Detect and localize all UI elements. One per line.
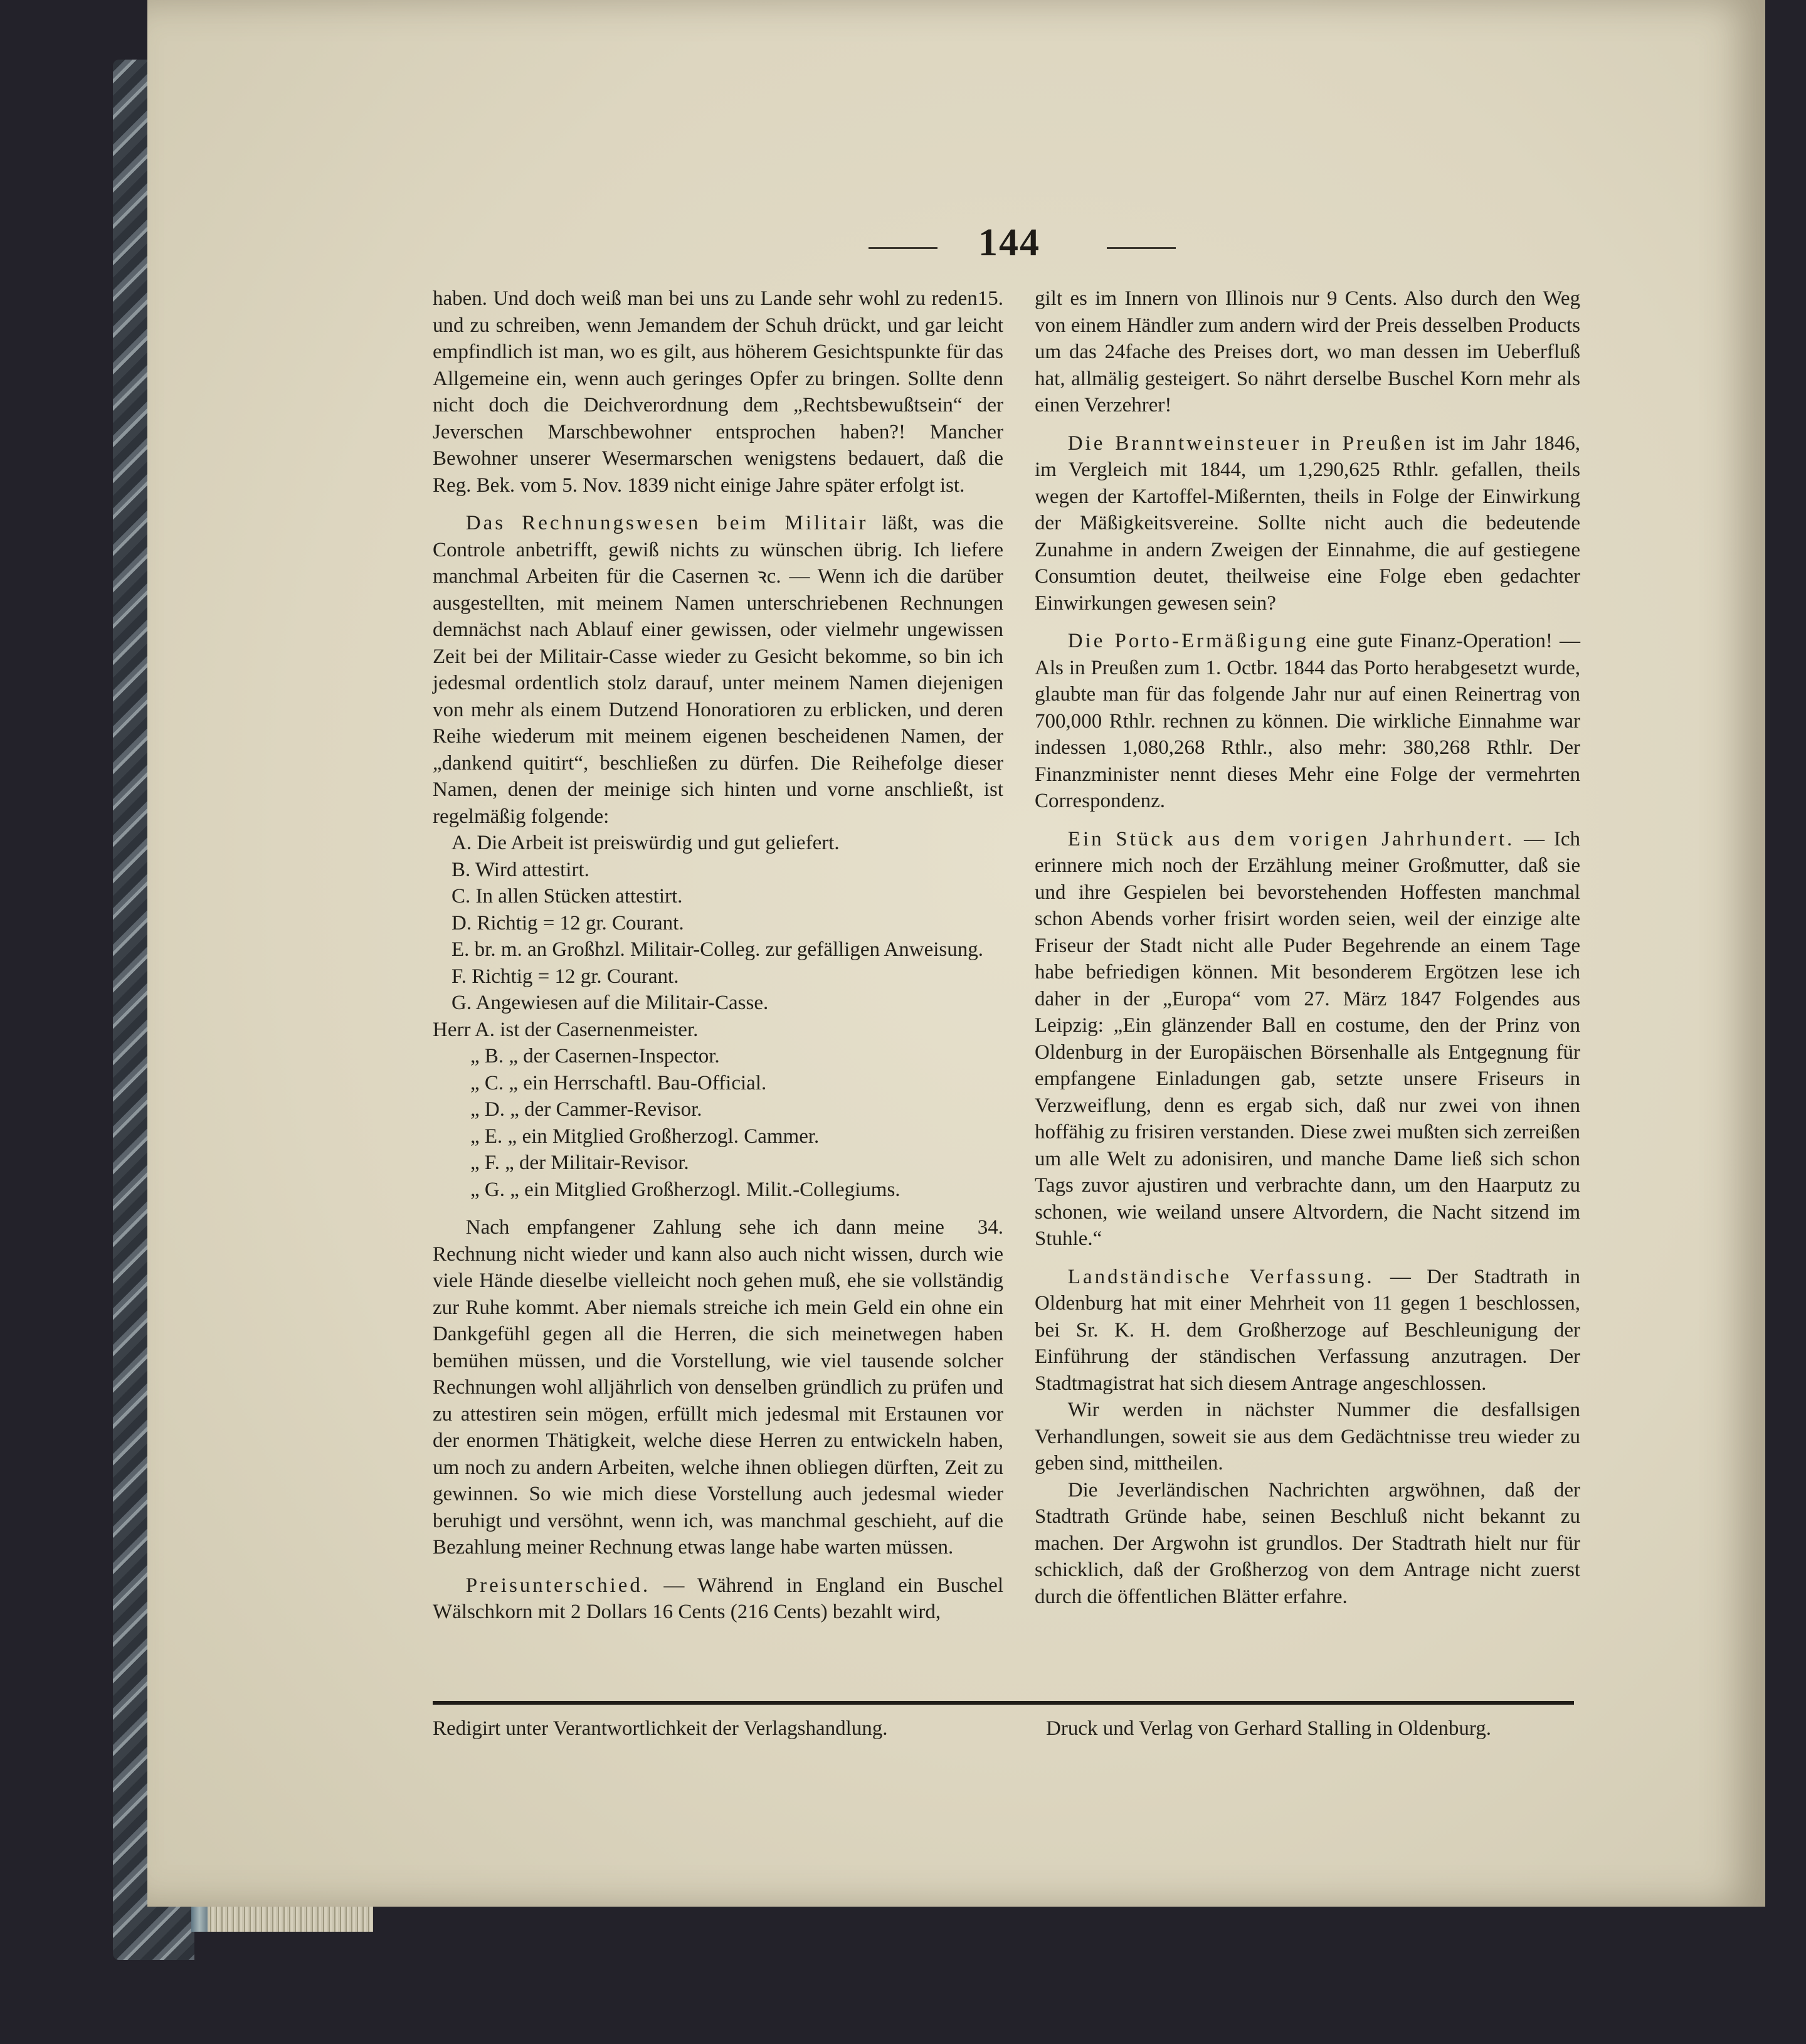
right-column	[1035, 285, 1580, 1610]
paragraph	[433, 510, 1003, 830]
paragraph	[1035, 1477, 1580, 1611]
paragraph	[433, 963, 1003, 990]
paragraph-text: Nach empfangener Zahlung sehe ich dann meine Rechnung nicht wieder und kann also auch nicht wissen, durch wie viele Hände dieselbe vielleicht noch gehen muß, ehe sie vollständig zur Ruhe kommt. Aber niemals streiche ich mein Geld ein ohne ein Dankgefühl gegen all die Herren, die sich meinetwegen haben bemühen müssen, und die Vorstellung, wie viel tausende solcher Rechnungen wohl alljährlich von denselben gründlich zu prüfen und zu attestiren sein mögen, erfüllt mich jedesmal mit Erstaunen vor der enormen Thätigkeit, welche diese Herren zu entwickeln haben, um noch zu andern Arbeiten, welche ihnen obliegen dürften, Zeit zu gewinnen. So wie mich diese Vorstellung auch jedesmal wieder beruhigt und versöhnt, wenn ich, was manchmal geschieht, auf die Bezahlung meiner Rechnung etwas lange habe warten müssen.	[433, 1216, 1003, 1559]
author-sign: 34.	[977, 1216, 1003, 1239]
paragraph	[1035, 1397, 1580, 1477]
author-sign: 15.	[977, 287, 1003, 310]
page-number: 144	[978, 221, 1040, 264]
page-number-rule-right	[1107, 247, 1176, 249]
paragraph	[1035, 285, 1580, 419]
paragraph	[433, 936, 1003, 963]
paragraph-text: A. Die Arbeit ist preiswürdig und gut geliefert.	[452, 832, 840, 854]
article-heading: Preisunterschied.	[465, 1574, 651, 1597]
paragraph	[433, 883, 1003, 910]
paragraph	[433, 1096, 1003, 1123]
paragraph	[1035, 628, 1580, 815]
paragraph	[433, 990, 1003, 1017]
paragraph	[433, 910, 1003, 937]
paragraph-text: — Während in England ein Buschel Wälschkorn mit 2 Dollars 16 Cents (216 Cents) bezahlt wird,	[433, 1574, 1003, 1623]
paragraph-text: haben. Und doch weiß man bei uns zu Lande sehr wohl zu reden und zu schreiben, wenn Jemandem der Schuh drückt, und gar leicht empfindlich ist man, wo es gilt, aus höherem Gesichtspunkte für das Allgemeine ein, wenn auch geringes Opfer zu bringen. Sollte denn nicht doch die Deichverordnung dem „Rechtsbewußtsein“ der Jeverschen Marschbewohner entsprochen haben?! Mancher Bewohner unserer Wesermarschen wenigstens bedauert, daß die Reg. Bek. vom 5. Nov. 1839 nicht einige Jahre später erfolgt ist.	[433, 287, 1003, 497]
paragraph	[433, 1123, 1003, 1150]
paragraph	[433, 1070, 1003, 1097]
article-heading: Die Porto-Ermäßigung	[1067, 630, 1309, 652]
page-number-rule-left	[869, 247, 937, 249]
paragraph-text: „ F. „ der Militair-Revisor.	[470, 1152, 689, 1174]
footer-printer-note: Druck und Verlag von Gerhard Stalling in Oldenburg.	[1046, 1717, 1491, 1740]
article-heading: Landständische Verfassung.	[1067, 1265, 1375, 1288]
paragraph-text: gilt es im Innern von Illinois nur 9 Cents. Also durch den Weg von einem Händler zum andern wird der Preis desselben Products um das 24fache des Preises dort, wo man dessen im Ueberfluß hat, allmälig gesteigert. So nährt derselbe Buschel Korn mehr als einen Verzehrer!	[1035, 287, 1580, 416]
paragraph-text: G. Angewiesen auf die Militair-Casse.	[452, 992, 769, 1014]
article-heading: Die Branntweinsteuer in Preußen	[1067, 432, 1428, 455]
paragraph-text: — Der Stadtrath in Oldenburg hat mit einer Mehrheit von 11 gegen 1 beschlossen, bei Sr. K. H. dem Großherzoge auf Beschleunigung der Einführung der ständischen Verfassung anzutragen. Der Stadtmagistrat hat sich diesem Antrage angeschlossen.	[1035, 1265, 1580, 1395]
paragraph	[433, 1017, 1003, 1044]
paragraph	[1035, 430, 1580, 617]
paragraph-text: „ E. „ ein Mitglied Großherzogl. Cammer.	[470, 1125, 820, 1148]
paragraph	[433, 1177, 1003, 1204]
paragraph-text: Herr A. ist der Casernenmeister.	[433, 1018, 699, 1041]
paragraph	[1035, 1264, 1580, 1397]
paragraph-text: läßt, was die Controle anbetrifft, gewiß nichts zu wünschen übrig. Ich liefere manchmal Arbeiten für die Casernen ꝛc. — Wenn ich die darüber ausgestellten, mit meinem Namen unterschriebenen Rechnungen demnächst nach Ablauf einer gewissen, oder vielmehr ungewissen Zeit bei der Militair-Casse wieder zu Gesicht bekomme, so bin ich jedesmal ordentlich stolz darauf, unter meinem Namen diejenigen von mehr als einem Dutzend Honoratioren zu erblicken, und deren Reihe wiederum mit meinem eigenen bescheidenen Namen, der „dankend quitirt“, beschließen zu dürfen. Die Reihefolge dieser Namen, denen der meinige sich hinten und vorne anschließt, ist regelmäßig folgende:	[433, 512, 1003, 828]
paragraph-text: „ B. „ der Casernen-Inspector.	[470, 1045, 720, 1067]
paragraph-text: ist im Jahr 1846, im Vergleich mit 1844, um 1,290,625 Rthlr. gefallen, theils wegen der Kartoffel-Mißernten, theils in Folge der Einwirkung der Mäßigkeitsvereine. Sollte nicht auch die bedeutende Zunahme in andern Zweigen der Einnahme, die auf gestiegene Consumtion deutet, theilweise eine Folge eben gedachter Einwirkungen gewesen sein?	[1035, 432, 1580, 615]
left-column	[433, 285, 1003, 1626]
paragraph	[433, 285, 1003, 499]
paragraph-text: „ D. „ der Cammer-Revisor.	[470, 1098, 702, 1121]
article-heading: Ein Stück aus dem vorigen Jahrhundert.	[1067, 827, 1515, 850]
paragraph-text: C. In allen Stücken attestirt.	[452, 885, 683, 908]
paragraph	[433, 830, 1003, 857]
article-heading: Das Rechnungswesen beim Militair	[465, 512, 869, 534]
paragraph-text: E. br. m. an Großhzl. Militair-Colleg. zur gefälligen Anweisung.	[452, 938, 983, 961]
paragraph-text: eine gute Finanz-Operation! — Als in Preußen zum 1. Octbr. 1844 das Porto herabgesetzt wurde, glaubte man für das folgende Jahr nur auf einen Reinertrag von 700,000 Rthlr. rechnen zu können. Die wirkliche Einnahme war indessen 1,080,268 Rthlr., also mehr: 380,268 Rthlr. Der Finanzminister nennt dieses Mehr eine Folge der vermehrten Correspondenz.	[1035, 630, 1580, 812]
paragraph-text: F. Richtig = 12 gr. Courant.	[452, 965, 679, 988]
paragraph	[433, 1572, 1003, 1626]
footer-rule	[433, 1701, 1574, 1705]
paragraph	[433, 1214, 1003, 1561]
paragraph-text: D. Richtig = 12 gr. Courant.	[452, 911, 684, 935]
paragraph-text: Wir werden in nächster Nummer die desfallsigen Verhandlungen, soweit sie aus dem Gedächtnisse treu wieder zu geben sind, mittheilen.	[1035, 1399, 1580, 1475]
paragraph-text: — Ich erinnere mich noch der Erzählung meiner Großmutter, daß sie und ihre Gespielen bei bevorstehenden Hoffesten manchmal schon Abends vorher frisirt worden seien, weil der einzige alte Friseur der Stadt nicht alle Puder Begehrende an einem Tage habe befriedigen können. Mit besonderem Ergötzen lese ich daher in der „Europa“ vom 27. März 1847 Folgendes aus Leipzig: „Ein glänzender Ball en costume, den der Prinz von Oldenburg in der Europäischen Börsenhalle als Entgegnung für empfangene Einladungen gab, setzte unsere Friseurs in Verzweiflung, denn es ergab sich, daß nur zwei von ihnen hoffähig zu frisiren verstanden. Diese zwei mußten sich zerreißen um alle Welt zu adonisiren, und manche Dame ließ sich schon Tags zuvor ajustiren und verbrachte dann, um den Haarputz zu schonen, wie weiland unsere Altvordern, die Nacht sitzend im Stuhle.“	[1035, 827, 1580, 1250]
paragraph-text: B. Wird attestirt.	[452, 858, 589, 881]
paragraph	[433, 1150, 1003, 1177]
paragraph-text: „ G. „ ein Mitglied Großherzogl. Milit.-Collegiums.	[470, 1178, 900, 1201]
paragraph	[1035, 826, 1580, 1252]
paragraph	[433, 1043, 1003, 1070]
footer-editor-note: Redigirt unter Verantwortlichkeit der Verlagshandlung.	[433, 1717, 888, 1740]
paragraph-text: Die Jeverländischen Nachrichten argwöhnen, daß der Stadtrath Gründe habe, seinen Beschluß nicht bekannt zu machen. Der Argwohn ist grundlos. Der Stadtrath hielt nur für schicklich, daß der Großherzog von dem Antrage nicht zuerst durch die öffentlichen Blätter erfahre.	[1035, 1478, 1580, 1608]
paragraph	[433, 857, 1003, 884]
paragraph-text: „ C. „ ein Herrschaftl. Bau-Official.	[470, 1071, 767, 1094]
